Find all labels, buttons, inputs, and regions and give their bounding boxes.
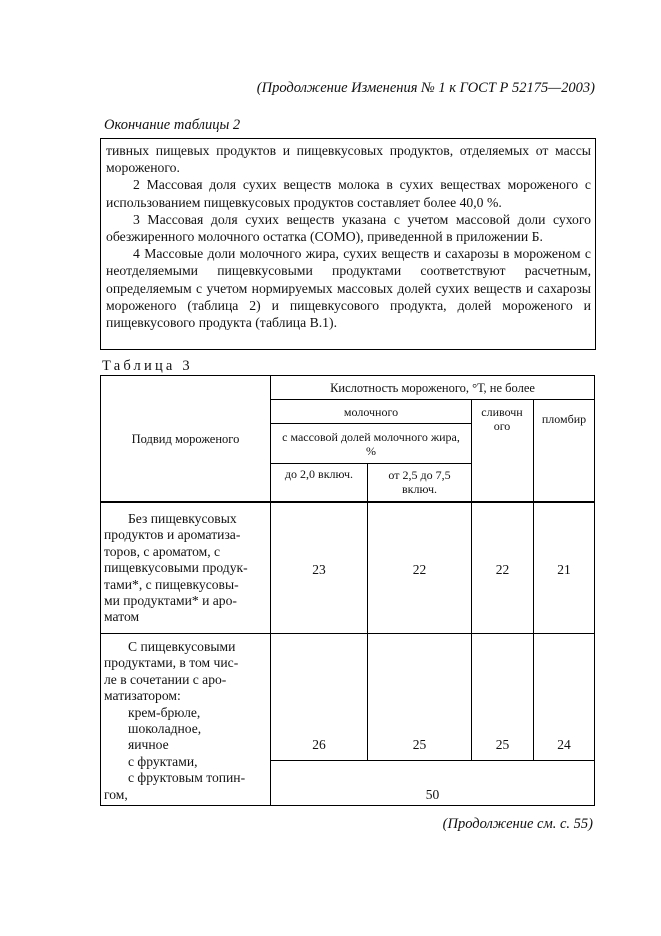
row1-value-plombir: 21 <box>557 562 571 577</box>
row-no-flavor-label <box>104 511 266 626</box>
row1-value-cream: 22 <box>495 562 510 577</box>
note-continuation: тивных пищевых продуктов и пищевкусовых продуктов, отделяемых от массы мороженого. <box>106 143 591 176</box>
note-4: 4 Массовые доли молочного жира, сухих веществ и сахарозы в мороженом с неотделяемыми пищевкусовыми продуктами соответствуют расчетным, определяемым с учетом нормируемых массовых долей сухих веществ и сахарозы мороженого (таблица 2) и пищевкусового продукта, долей мороженого и пищевкусового продукта (таблица В.1). <box>106 246 591 331</box>
header-acidity: Кислотность мороженого, °Т, не более <box>330 380 535 395</box>
continuation-header: (Продолжение Изменения № 1 к ГОСТ Р 52175—2003) <box>256 80 595 96</box>
table-border <box>594 375 595 806</box>
row2-line: С пищевкусовыми <box>128 639 236 654</box>
header-subtype: Подвид мороженого <box>131 431 240 446</box>
row2-line: ле в сочетании с аро- <box>104 671 227 687</box>
header-upto-2: до 2,0 включ. <box>284 467 354 481</box>
table-line <box>100 633 595 634</box>
table-line <box>367 463 368 761</box>
note-3: 3 Массовая доля сухих веществ указана с учетом массовой доли сухого обезжиренного молочного остатка (СОМО), приведенной в приложении Б. <box>106 211 591 245</box>
row2-line: гом, <box>104 786 128 802</box>
header-cream: сливочного <box>481 405 523 433</box>
row2-line: крем-брюле, <box>128 704 201 720</box>
table-line <box>533 399 534 761</box>
row2-value-cream: 25 <box>495 737 510 752</box>
row2-value-upto: 26 <box>312 737 326 752</box>
row1-value-range: 22 <box>412 562 427 577</box>
row2-fruit-value: 50 <box>425 787 440 802</box>
header-range-2-5-7-5: от 2,5 до 7,5 включ. <box>388 468 451 496</box>
table-line <box>270 760 595 761</box>
row1-line: торов, с ароматом, с <box>104 543 221 559</box>
table-2-notes <box>100 138 596 350</box>
row-with-flavor-label <box>104 639 266 803</box>
header-plombir: пломбир <box>541 412 587 426</box>
table-3-title: Таблица 3 <box>102 358 193 374</box>
row1-line: матом <box>104 609 140 625</box>
header-milk: молочного <box>343 404 399 419</box>
table-line <box>471 399 472 761</box>
row2-line: продуктами, в том чис- <box>104 655 239 671</box>
header-milk-fat: с массовой долей молочного жира, % <box>282 429 460 458</box>
continuation-footer: (Продолжение см. с. 55) <box>442 816 593 832</box>
note-2: 2 Массовая доля сухих веществ молока в сухих веществах мороженого с использованием пищевкусовых продуктов составляет более 40,0 %. <box>106 177 591 210</box>
row1-line: продуктов и ароматиза- <box>104 527 241 543</box>
row1-value-upto: 23 <box>312 562 326 577</box>
row2-line: шоколадное, <box>128 721 202 737</box>
row2-line: с фруктовым топин- <box>128 770 246 786</box>
row1-line: ми продуктами* и аро- <box>104 593 237 609</box>
table-line <box>100 501 595 502</box>
table-2-ending-caption: Окончание таблицы 2 <box>104 117 241 133</box>
row1-line: тами*, с пищевкусовы- <box>104 576 239 592</box>
table-line <box>100 502 595 503</box>
row2-value-range: 25 <box>412 737 427 752</box>
row1-line: пищевкусовыми продук- <box>104 560 248 576</box>
row2-line: матизатором: <box>104 688 181 704</box>
row1-line: Без пищевкусовых <box>128 511 237 526</box>
row2-value-plombir: 24 <box>557 737 571 752</box>
table-border <box>100 805 595 806</box>
row2-line: с фруктами, <box>128 753 198 769</box>
row2-line: яичное <box>128 737 169 753</box>
